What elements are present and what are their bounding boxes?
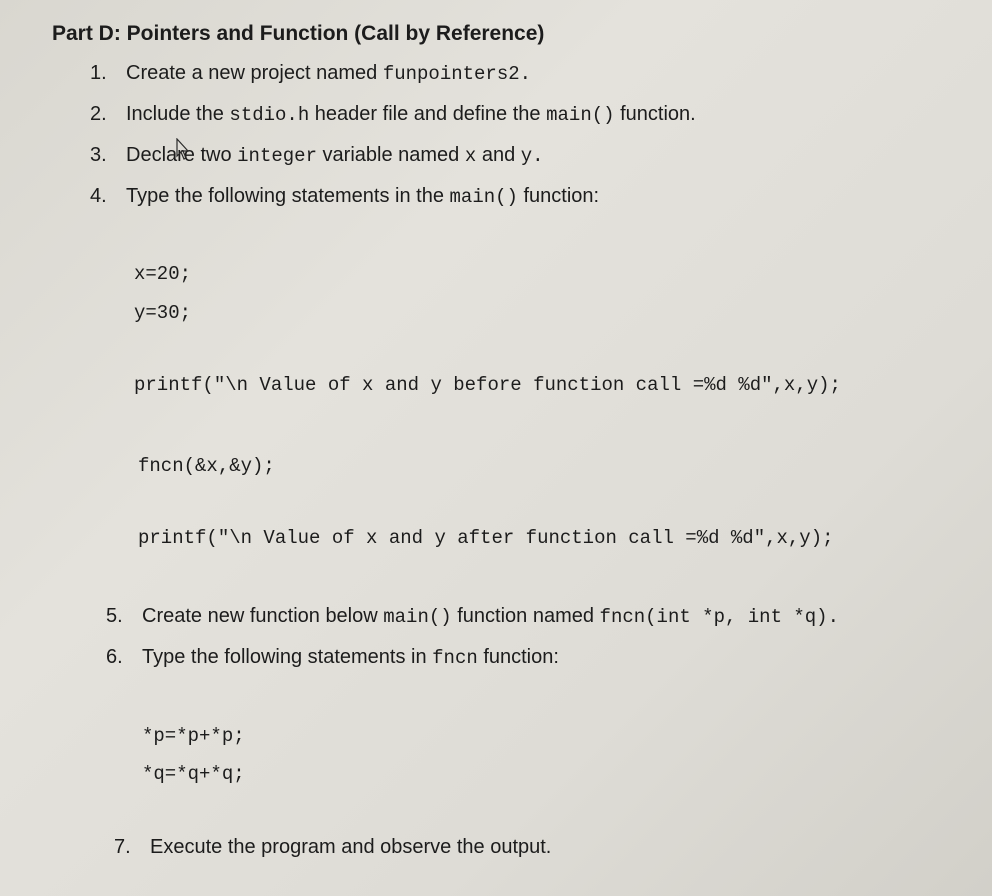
step-7 (114, 836, 551, 859)
step-code: fncn(int *p, int *q). (599, 606, 839, 628)
step-code: integer (237, 145, 317, 167)
step-text: variable named (316, 144, 465, 166)
step-text: Execute the program and observe the output. (150, 836, 552, 858)
step-number: 4. (90, 185, 107, 207)
step-number: 2. (90, 103, 107, 125)
step-code: x (464, 145, 477, 167)
step-text: function: (477, 646, 559, 668)
step-text: Create new function below (142, 605, 384, 627)
step-6 (106, 646, 559, 669)
step-code: fncn (432, 647, 478, 669)
step-number: 1. (90, 62, 107, 84)
step-code: main() (546, 104, 615, 126)
step-text: Create a new project named (126, 62, 383, 84)
step-number: 7. (114, 836, 131, 858)
step-2 (90, 103, 696, 126)
page-title: Part D: Pointers and Function (Call by Reference) (52, 22, 545, 45)
step-text: Include the (126, 103, 230, 125)
step-text: header file and define the (309, 103, 547, 125)
code-line: *p=*p+*p; (142, 725, 245, 747)
step-text: and (476, 144, 521, 166)
step-code: funpointers2. (382, 63, 532, 85)
step-5 (106, 605, 839, 628)
step-code: main() (449, 186, 518, 208)
step-code: y. (520, 145, 544, 167)
code-line: fncn(&x,&y); (138, 455, 275, 477)
step-text: function named (451, 605, 600, 627)
step-4 (90, 185, 599, 208)
step-3 (90, 144, 544, 167)
step-number: 6. (106, 646, 123, 668)
mouse-cursor-icon (176, 138, 190, 160)
step-text: Declare two (126, 144, 238, 166)
step-1 (90, 62, 531, 85)
step-text: function. (614, 103, 696, 125)
step-code: stdio.h (229, 104, 310, 126)
step-text: function: (517, 185, 600, 207)
code-line: printf("\n Value of x and y before function call =%d %d",x,y); (134, 374, 841, 396)
code-line: *q=*q+*q; (142, 763, 245, 785)
step-text: Type the following statements in (142, 646, 433, 668)
code-line: printf("\n Value of x and y after function call =%d %d",x,y); (138, 527, 834, 549)
step-text: Type the following statements in the (126, 185, 450, 207)
code-line: x=20; (134, 263, 192, 285)
code-line: y=30; (134, 302, 192, 324)
step-number: 3. (90, 144, 107, 166)
step-number: 5. (106, 605, 123, 627)
step-code: main() (383, 606, 452, 628)
